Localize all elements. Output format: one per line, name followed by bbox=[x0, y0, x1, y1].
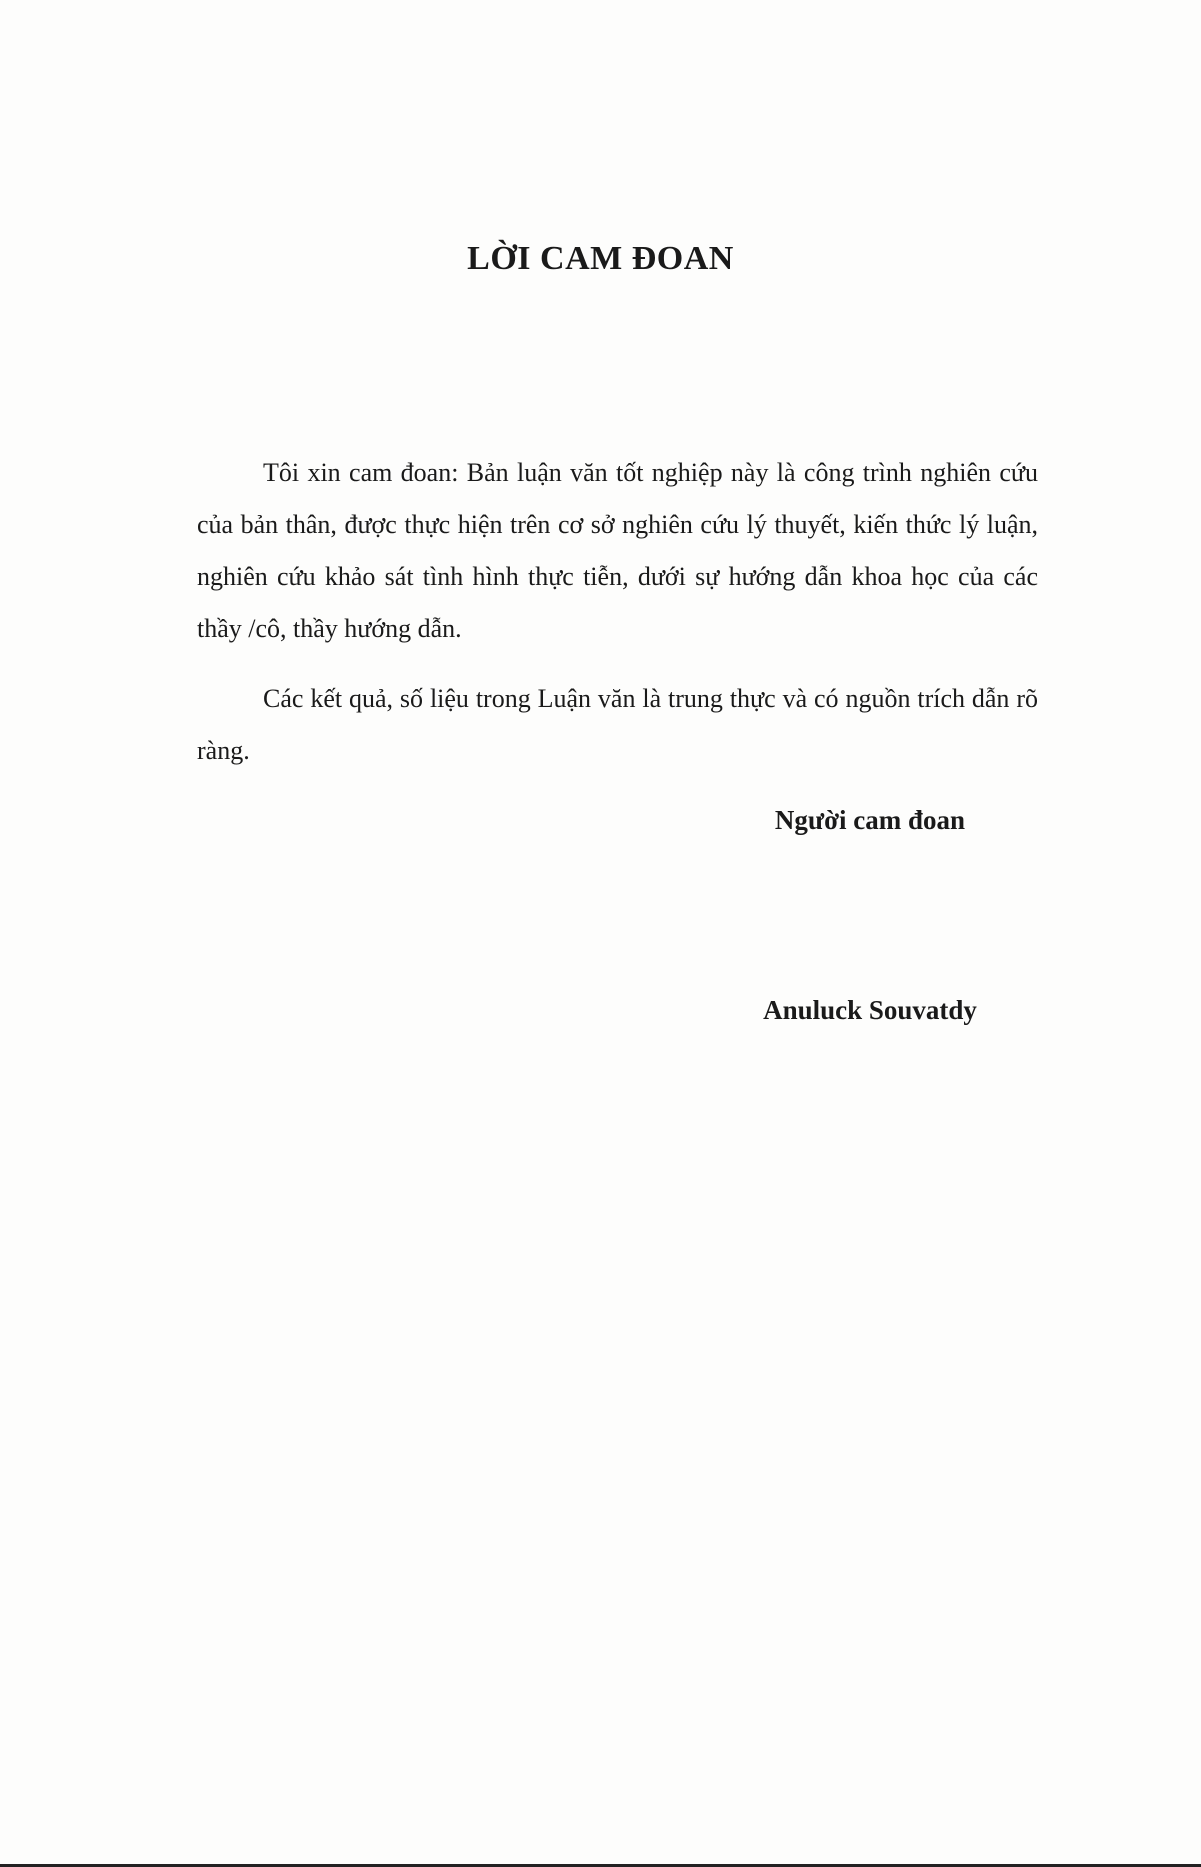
paragraph-text: Các kết quả, số liệu trong Luận văn là trung thực và có nguồn trích dẫn rõ ràng. bbox=[197, 684, 1038, 765]
page-title: LỜI CAM ĐOAN bbox=[467, 240, 734, 277]
signature-role: Người cam đoan bbox=[774, 805, 966, 835]
signature-name: Anuluck Souvatdy bbox=[763, 995, 977, 1025]
paragraph-declaration bbox=[197, 447, 1038, 655]
paragraph-results bbox=[197, 673, 1038, 777]
paragraph-text: Tôi xin cam đoan: Bản luận văn tốt nghiệp này là công trình nghiên cứu của bản thân, được thực hiện trên cơ sở nghiên cứu lý thuyết, kiến thức lý luận, nghiên cứu khảo sát tình hình thực tiễn, dưới sự hướng dẫn khoa học của các thầy /cô, thầy hướng dẫn. bbox=[197, 458, 1038, 643]
